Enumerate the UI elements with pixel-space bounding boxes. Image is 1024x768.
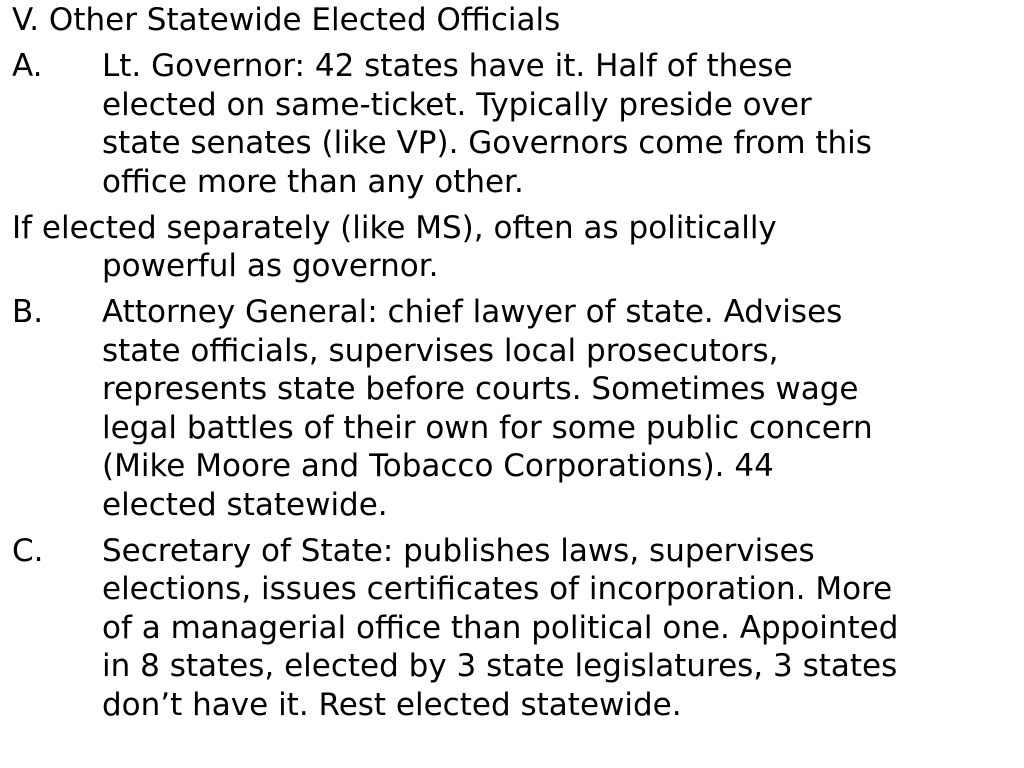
outline-item-b — [12, 293, 1012, 524]
item-marker: A. — [12, 48, 43, 84]
item-text: Attorney General: chief lawyer of state. Advises state officials, supervises local prosecutors, represents state before courts. Sometimes wage legal battles of their own for some public concern (Mike Moore and Tobacco Corporations). 44 elected statewide. — [102, 294, 873, 523]
outline-item-c — [12, 532, 1012, 725]
outline-note — [12, 209, 1012, 286]
note-text-continuation: powerful as governor. — [102, 248, 439, 284]
slide-title: V. Other Statewide Elected Officials — [12, 2, 561, 38]
item-marker: B. — [12, 294, 44, 330]
item-text: Lt. Governor: 42 states have it. Half of these elected on same-ticket. Typically preside over state senates (like VP). Governors come from this office more than any other. — [102, 48, 872, 200]
note-text-first-line: If elected separately (like MS), often as politically — [12, 209, 777, 246]
item-marker: C. — [12, 532, 44, 569]
outline-item-a — [12, 47, 1012, 201]
item-text: Secretary of State: publishes laws, supervises elections, issues certificates of incorporation. More of a managerial office than political one. Appointed in 8 states, elected by 3 state legislatures, 3 states don’t have it. Rest elected statewide. — [102, 532, 899, 723]
